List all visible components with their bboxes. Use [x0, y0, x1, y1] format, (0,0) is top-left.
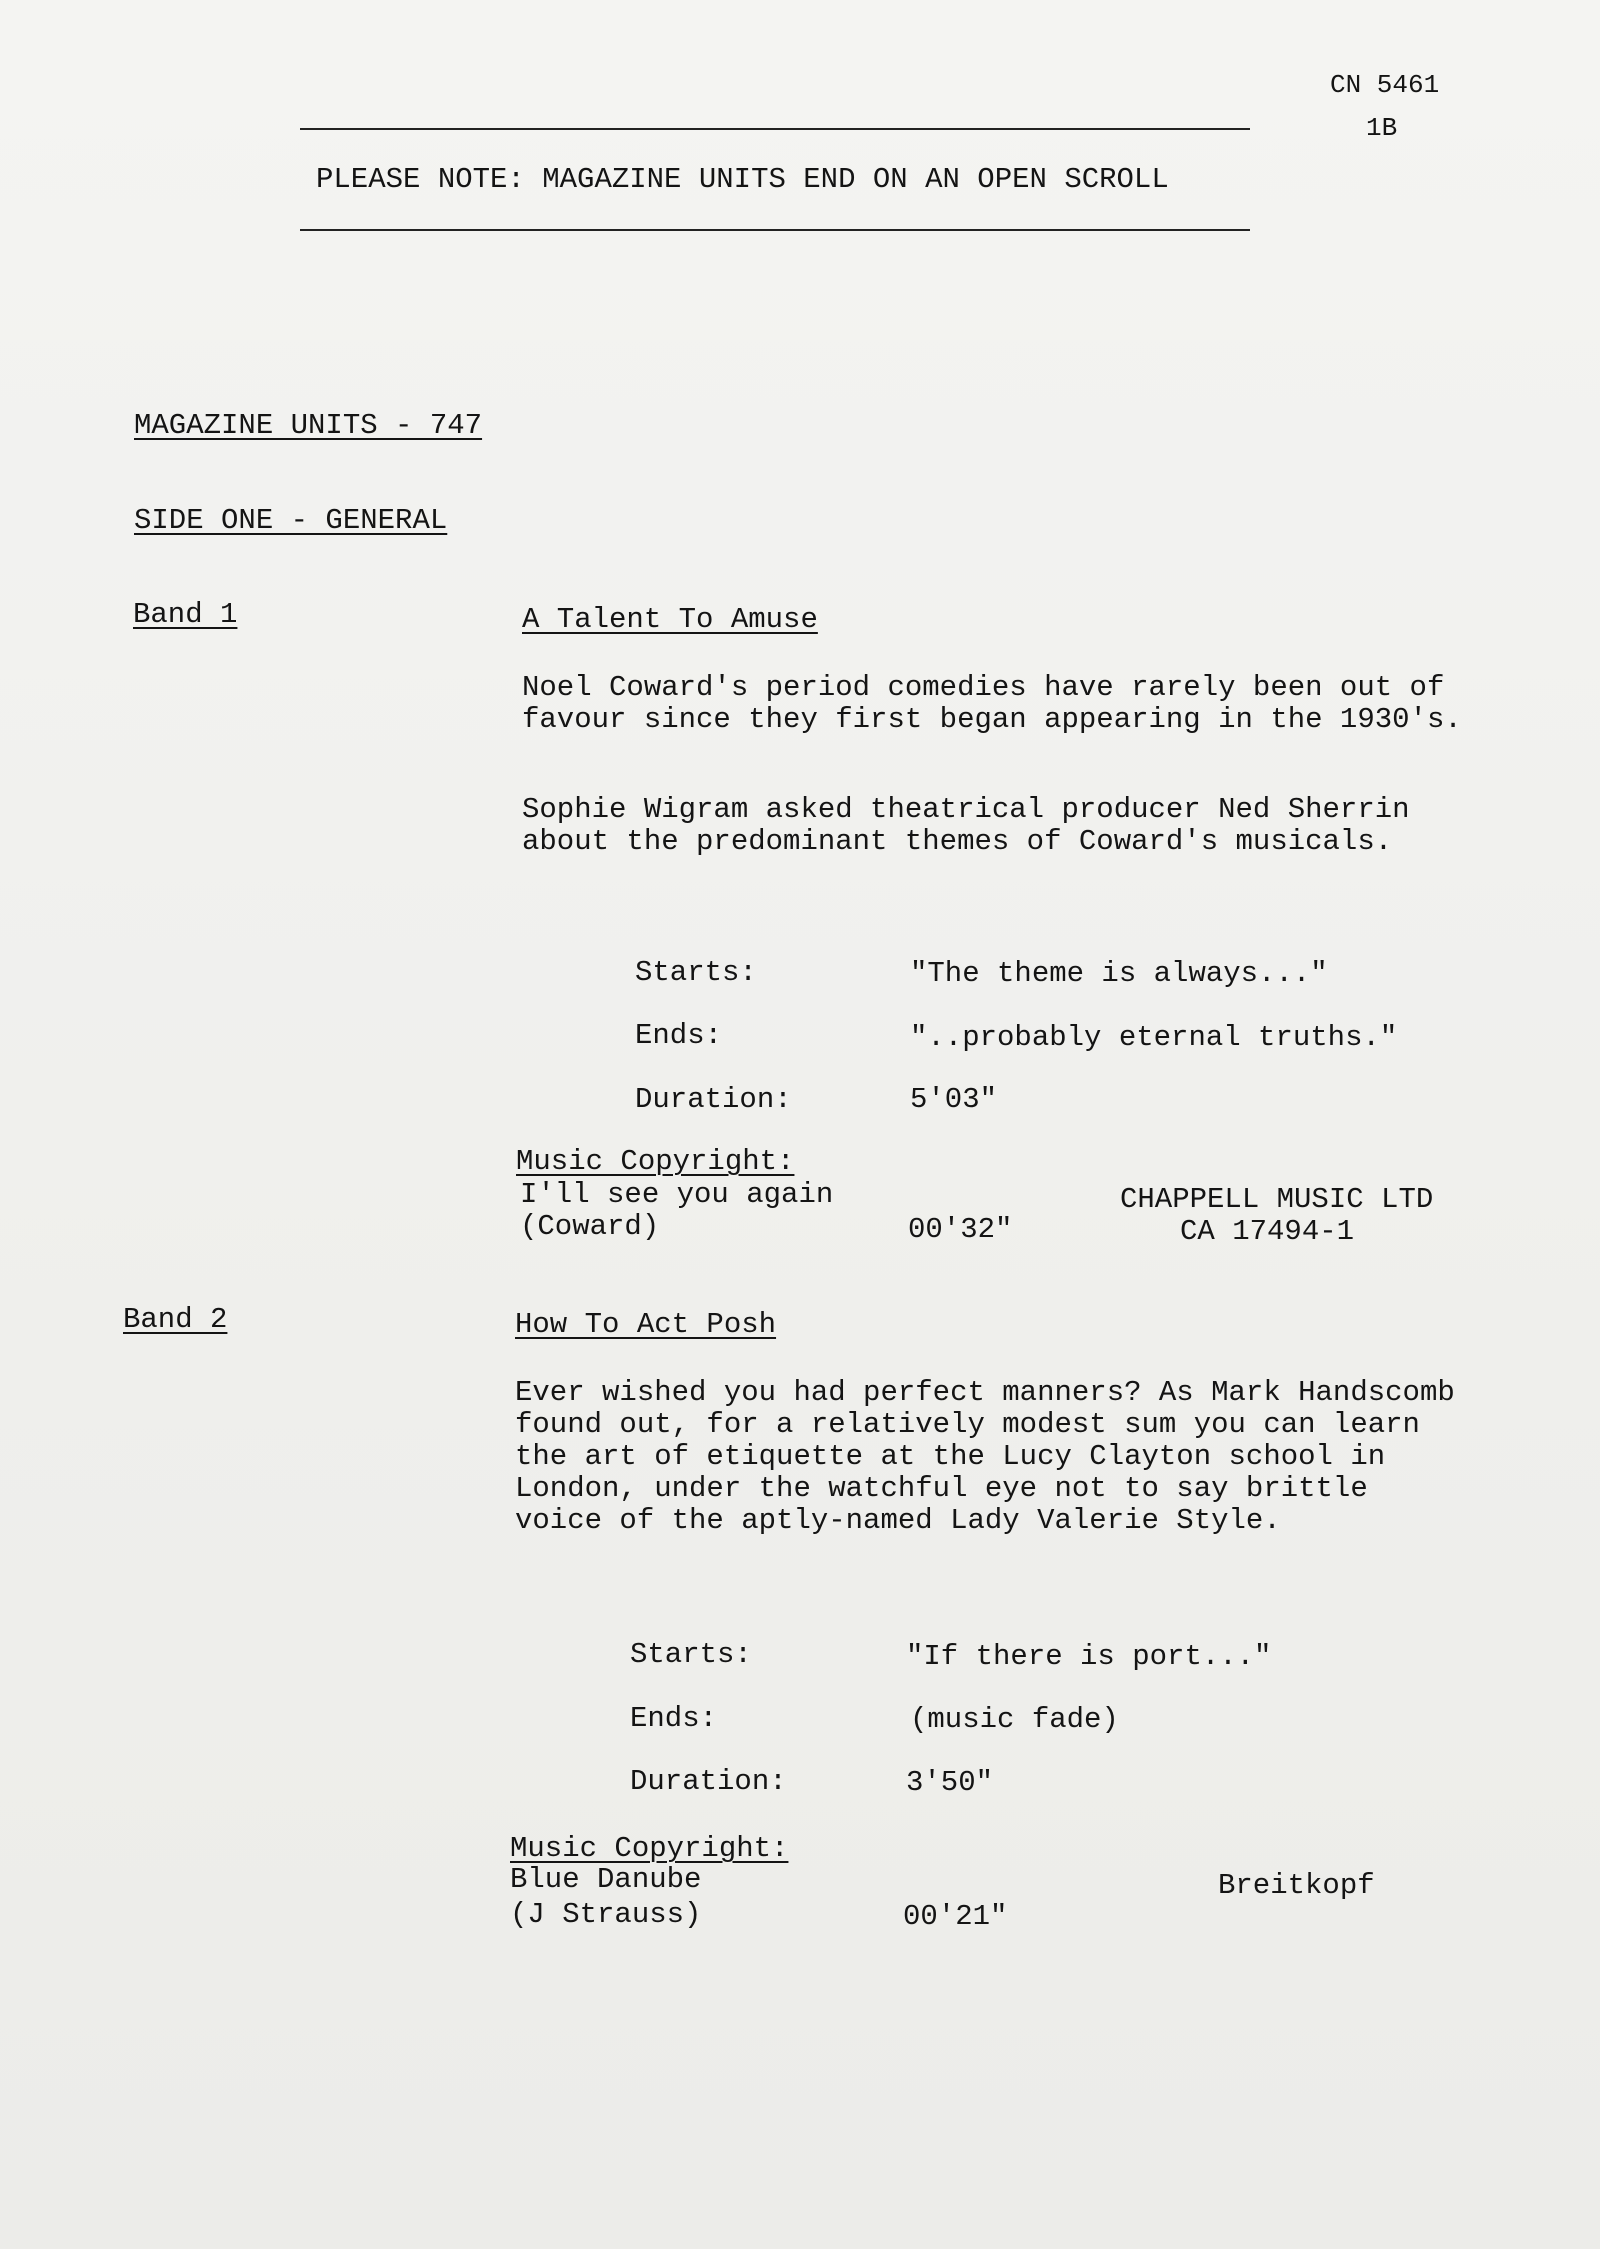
band-1-duration-label: Duration: — [635, 1083, 792, 1116]
band-1-description: Noel Coward's period comedies have rarely been out of favour since they first began appearing in the 1930's. — [522, 671, 1462, 736]
notice-rule-bottom — [300, 229, 1250, 231]
band-1-starts-value: "The theme is always..." — [910, 957, 1328, 990]
band-2-publisher: Breitkopf — [1218, 1869, 1375, 1902]
band-2-starts-value: "If there is port..." — [906, 1640, 1272, 1673]
band-1-publisher: CHAPPELL MUSIC LTD — [1120, 1183, 1434, 1216]
band-2-duration-value: 3'50" — [906, 1766, 994, 1799]
notice-rule-top — [300, 128, 1250, 130]
band-1-catalogue: CA 17494-1 — [1180, 1215, 1355, 1248]
band-2-composer: (J Strauss) — [510, 1898, 702, 1931]
band-1-composer: (Coward) — [520, 1210, 660, 1243]
band-2-label: Band 2 — [123, 1303, 228, 1336]
band-1-description-2: Sophie Wigram asked theatrical producer Ned Sherrin about the predominant themes of Coward's musicals. — [522, 793, 1410, 858]
band-2-duration-label: Duration: — [630, 1765, 787, 1798]
series-title: MAGAZINE UNITS - 747 — [134, 409, 483, 442]
band-1-music-label: Music Copyright: — [516, 1145, 795, 1178]
band-2-starts-label: Starts: — [630, 1638, 752, 1671]
band-1-ends-value: "..probably eternal truths." — [910, 1021, 1398, 1054]
band-2-music-label: Music Copyright: — [510, 1832, 789, 1865]
notice-text: PLEASE NOTE: MAGAZINE UNITS END ON AN OPEN SCROLL — [316, 163, 1169, 196]
band-2-description: Ever wished you had perfect manners? As Mark Handscomb found out, for a relatively modest sum you can learn the art of etiquette at the Lucy Clayton school in London, under the watchful eye not to say brittle voice of the aptly-named Lady Valerie Style. — [515, 1376, 1455, 1537]
band-2-ends-value: (music fade) — [910, 1703, 1119, 1736]
reference-code: CN 5461 — [1330, 70, 1440, 100]
band-1-duration-value: 5'03" — [910, 1083, 998, 1116]
side-title: SIDE ONE - GENERAL — [134, 504, 448, 537]
band-1-label: Band 1 — [133, 598, 238, 631]
band-2-title: How To Act Posh — [515, 1308, 777, 1341]
band-1-song: I'll see you again — [520, 1178, 834, 1211]
band-2-song: Blue Danube — [510, 1863, 702, 1896]
band-2-ends-label: Ends: — [630, 1702, 718, 1735]
reference-sub: 1B — [1366, 113, 1398, 143]
band-1-song-time: 00'32" — [908, 1213, 1013, 1246]
band-1-title: A Talent To Amuse — [522, 603, 818, 636]
band-1-ends-label: Ends: — [635, 1019, 723, 1052]
band-2-song-time: 00'21" — [903, 1900, 1008, 1933]
band-1-starts-label: Starts: — [635, 956, 757, 989]
